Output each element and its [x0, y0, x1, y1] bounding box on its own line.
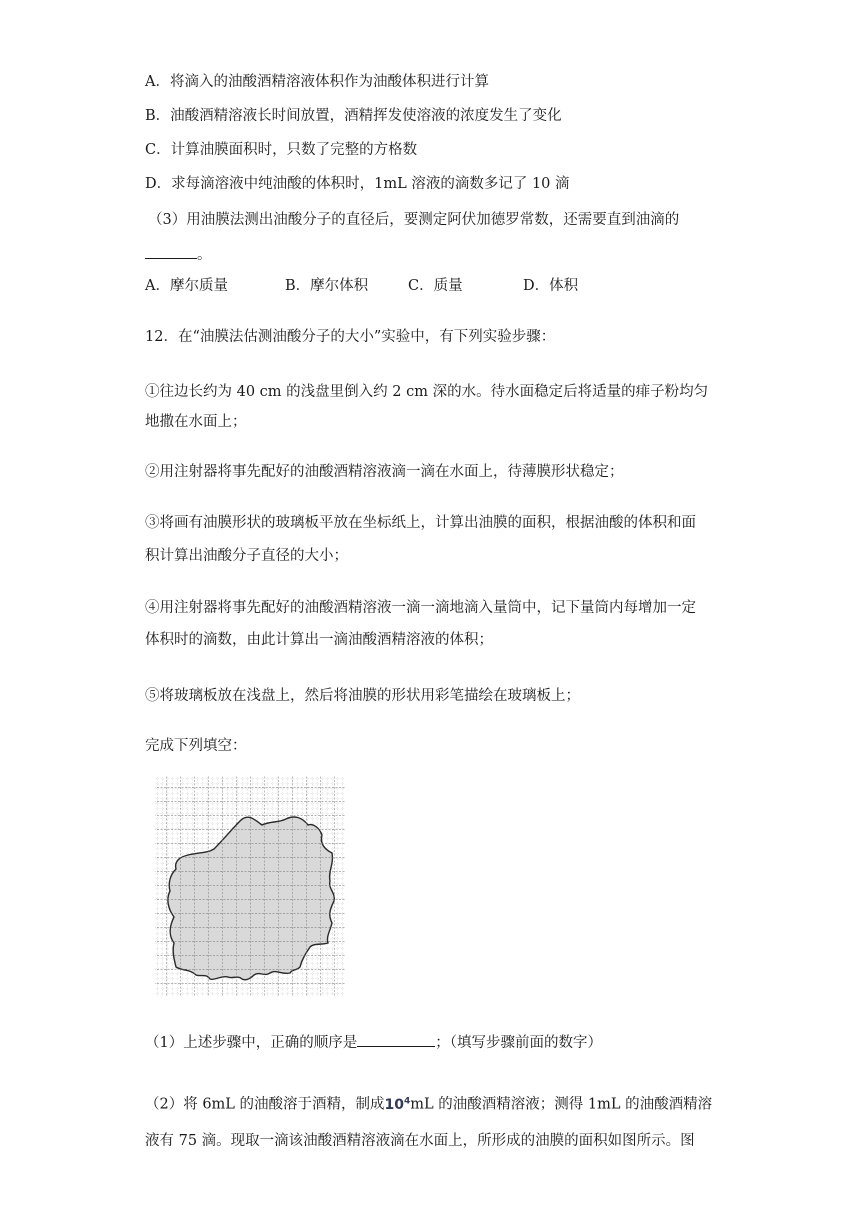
question-3-options [145, 276, 745, 296]
ten-to-fourth [385, 1097, 411, 1113]
question-3-stem: （3）用油膜法测出油酸分子的直径后，要测定阿伏加德罗常数，还需要直到油滴的 [148, 212, 680, 228]
sub-question-2-end: mL 的油酸酒精溶液；测得 1mL 的油酸酒精溶 [410, 1096, 713, 1113]
step-3-line-1: ③将画有油膜形状的玻璃板平放在坐标纸上，计算出油膜的面积，根据油酸的体积和面 [145, 515, 696, 531]
step-4-line-2: 体积时的滴数，由此计算出一滴油酸酒精溶液的体积； [145, 632, 493, 648]
step-1-line-2: 地撒在水面上； [145, 414, 247, 430]
sub-question-1 [145, 1032, 602, 1053]
question-3-end: 。 [197, 247, 212, 263]
sub-question-2-start: （2）将 6mL 的油酸溶于酒精，制成 [145, 1096, 385, 1113]
step-1-line-1: ①往边长约为 40 cm 的浅盘里倒入约 2 cm 深的水。待水面稳定后将适量的痱子粉均匀 [145, 384, 709, 400]
option-d: D．求每滴溶液中纯油酸的体积时，1mL 溶液的滴数多记了 10 滴 [145, 176, 570, 192]
option-3b: B．摩尔体积 [285, 278, 369, 294]
sub-question-2-line-2: 液有 75 滴。现取一滴该油酸酒精溶液滴在水面上，所形成的油膜的面积如图所示。图 [145, 1133, 695, 1149]
step-2: ②用注射器将事先配好的油酸酒精溶液滴一滴在水面上，待薄膜形状稳定； [145, 464, 624, 480]
question-3-blank-line [145, 244, 212, 265]
option-a: A．将滴入的油酸酒精溶液体积作为油酸体积进行计算 [145, 74, 489, 90]
power-base: 10 [384, 1096, 405, 1113]
option-3a: A．摩尔质量 [145, 278, 228, 294]
power-exponent: 4 [404, 1096, 411, 1106]
question-12-title: 12．在“油膜法估测油酸分子的大小”实验中，有下列实验步骤： [145, 329, 556, 345]
answer-blank[interactable] [145, 244, 197, 259]
step-5: ⑤将玻璃板放在浅盘上，然后将油膜的形状用彩笔描绘在玻璃板上； [145, 688, 580, 704]
option-c: C．计算油膜面积时，只数了完整的方格数 [145, 142, 418, 158]
step-3-line-2: 积计算出油酸分子直径的大小； [145, 548, 348, 564]
oil-film-diagram [152, 773, 348, 999]
option-3d: D．体积 [523, 278, 579, 294]
option-b: B．油酸酒精溶液长时间放置，酒精挥发使溶液的浓度发生了变化 [145, 108, 562, 124]
fill-prompt: 完成下列填空： [145, 738, 247, 754]
sub-question-1-start: （1）上述步骤中，正确的顺序是 [145, 1035, 358, 1051]
order-answer-blank[interactable] [357, 1032, 435, 1047]
graph-paper-major [155, 776, 345, 996]
option-3c: C．质量 [408, 278, 463, 294]
step-4-line-1: ④用注射器将事先配好的油酸酒精溶液一滴一滴地滴入量筒中，记下量筒内每增加一定 [145, 600, 696, 616]
sub-question-2 [145, 1091, 712, 1115]
sub-question-1-end: ；（填写步骤前面的数字） [435, 1035, 602, 1051]
oil-film-grid-figure [152, 773, 348, 999]
